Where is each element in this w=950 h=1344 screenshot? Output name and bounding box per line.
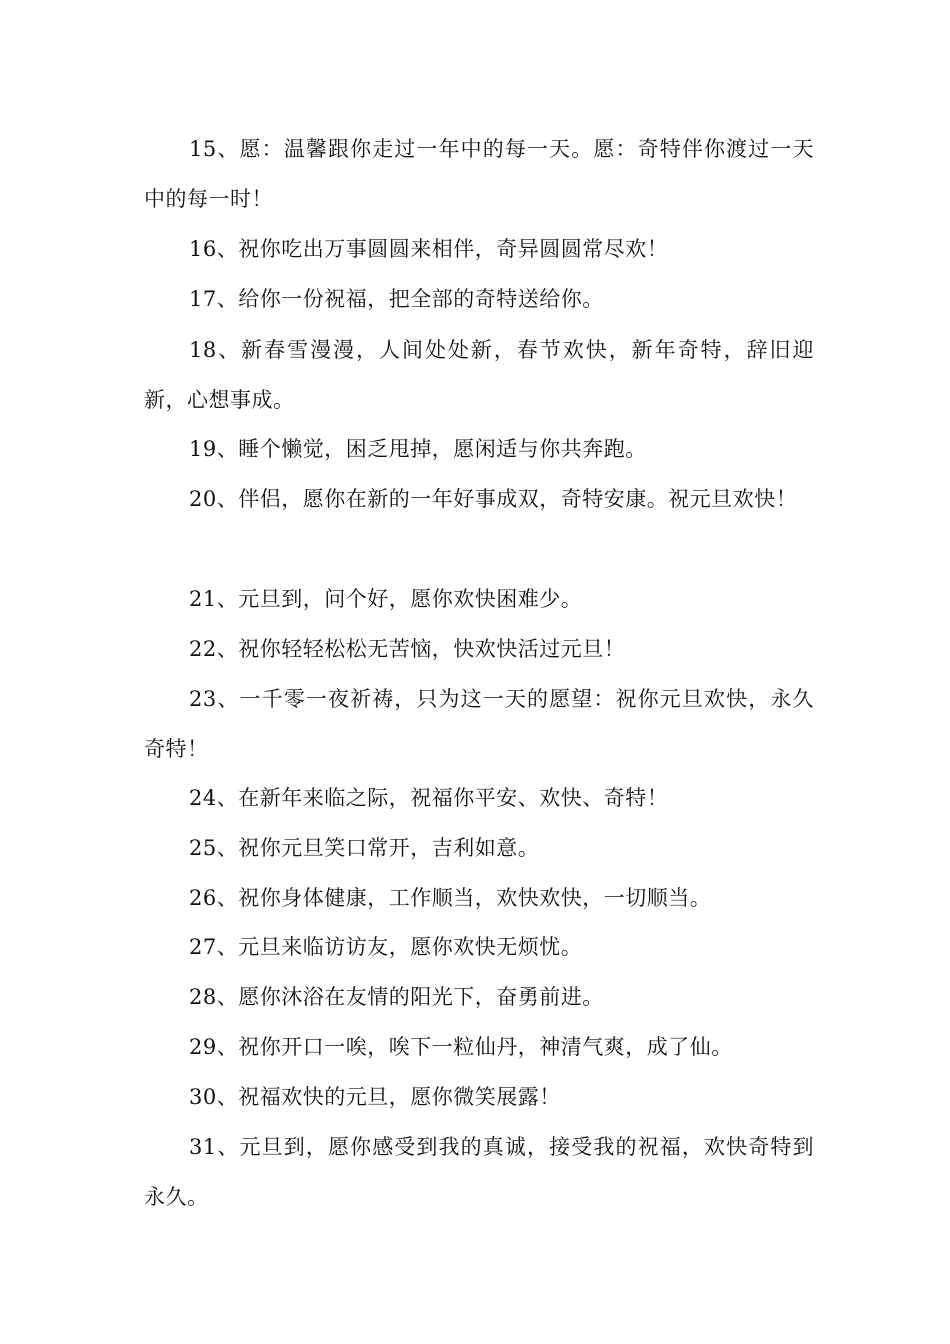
- paragraph-22: 22、祝你轻轻松松无苦恼，快欢快活过元旦！: [189, 637, 626, 661]
- paragraph-23: 23、一千零一夜祈祷，只为这一天的愿望：祝你元旦欢快，永久奇特！: [144, 687, 814, 761]
- paragraph-25: 25、祝你元旦笑口常开，吉利如意。: [189, 836, 540, 860]
- paragraph-21: 21、元旦到，问个好，愿你欢快困难少。: [189, 587, 583, 611]
- paragraph-18: 18、新春雪漫漫，人间处处新，春节欢快，新年奇特，辞旧迎新，心想事成。: [144, 338, 814, 412]
- paragraph-26: 26、祝你身体健康，工作顺当，欢快欢快，一切顺当。: [189, 886, 712, 910]
- paragraph-16: 16、祝你吃出万事圆圆来相伴，奇异圆圆常尽欢！: [189, 237, 669, 261]
- paragraph-24: 24、在新年来临之际，祝福你平安、欢快、奇特！: [189, 786, 669, 810]
- paragraph-30: 30、祝福欢快的元旦，愿你微笑展露！: [189, 1085, 561, 1109]
- paragraph-29: 29、祝你开口一唉，唉下一粒仙丹，神清气爽，成了仙。: [189, 1035, 733, 1059]
- paragraph-17: 17、给你一份祝福，把全部的奇特送给你。: [189, 287, 604, 311]
- paragraph-20: 20、伴侣，愿你在新的一年好事成双，奇特安康。祝元旦欢快！: [189, 487, 798, 511]
- paragraph-28: 28、愿你沐浴在友情的阳光下，奋勇前进。: [189, 985, 604, 1009]
- paragraph-19: 19、睡个懒觉，困乏甩掉，愿闲适与你共奔跑。: [189, 437, 647, 461]
- paragraph-27: 27、元旦来临访访友，愿你欢快无烦忧。: [189, 935, 583, 959]
- paragraph-15: 15、愿：温馨跟你走过一年中的每一天。愿：奇特伴你渡过一天中的每一时！: [144, 137, 814, 211]
- paragraph-31: 31、元旦到，愿你感受到我的真诚，接受我的祝福，欢快奇特到永久。: [144, 1135, 814, 1209]
